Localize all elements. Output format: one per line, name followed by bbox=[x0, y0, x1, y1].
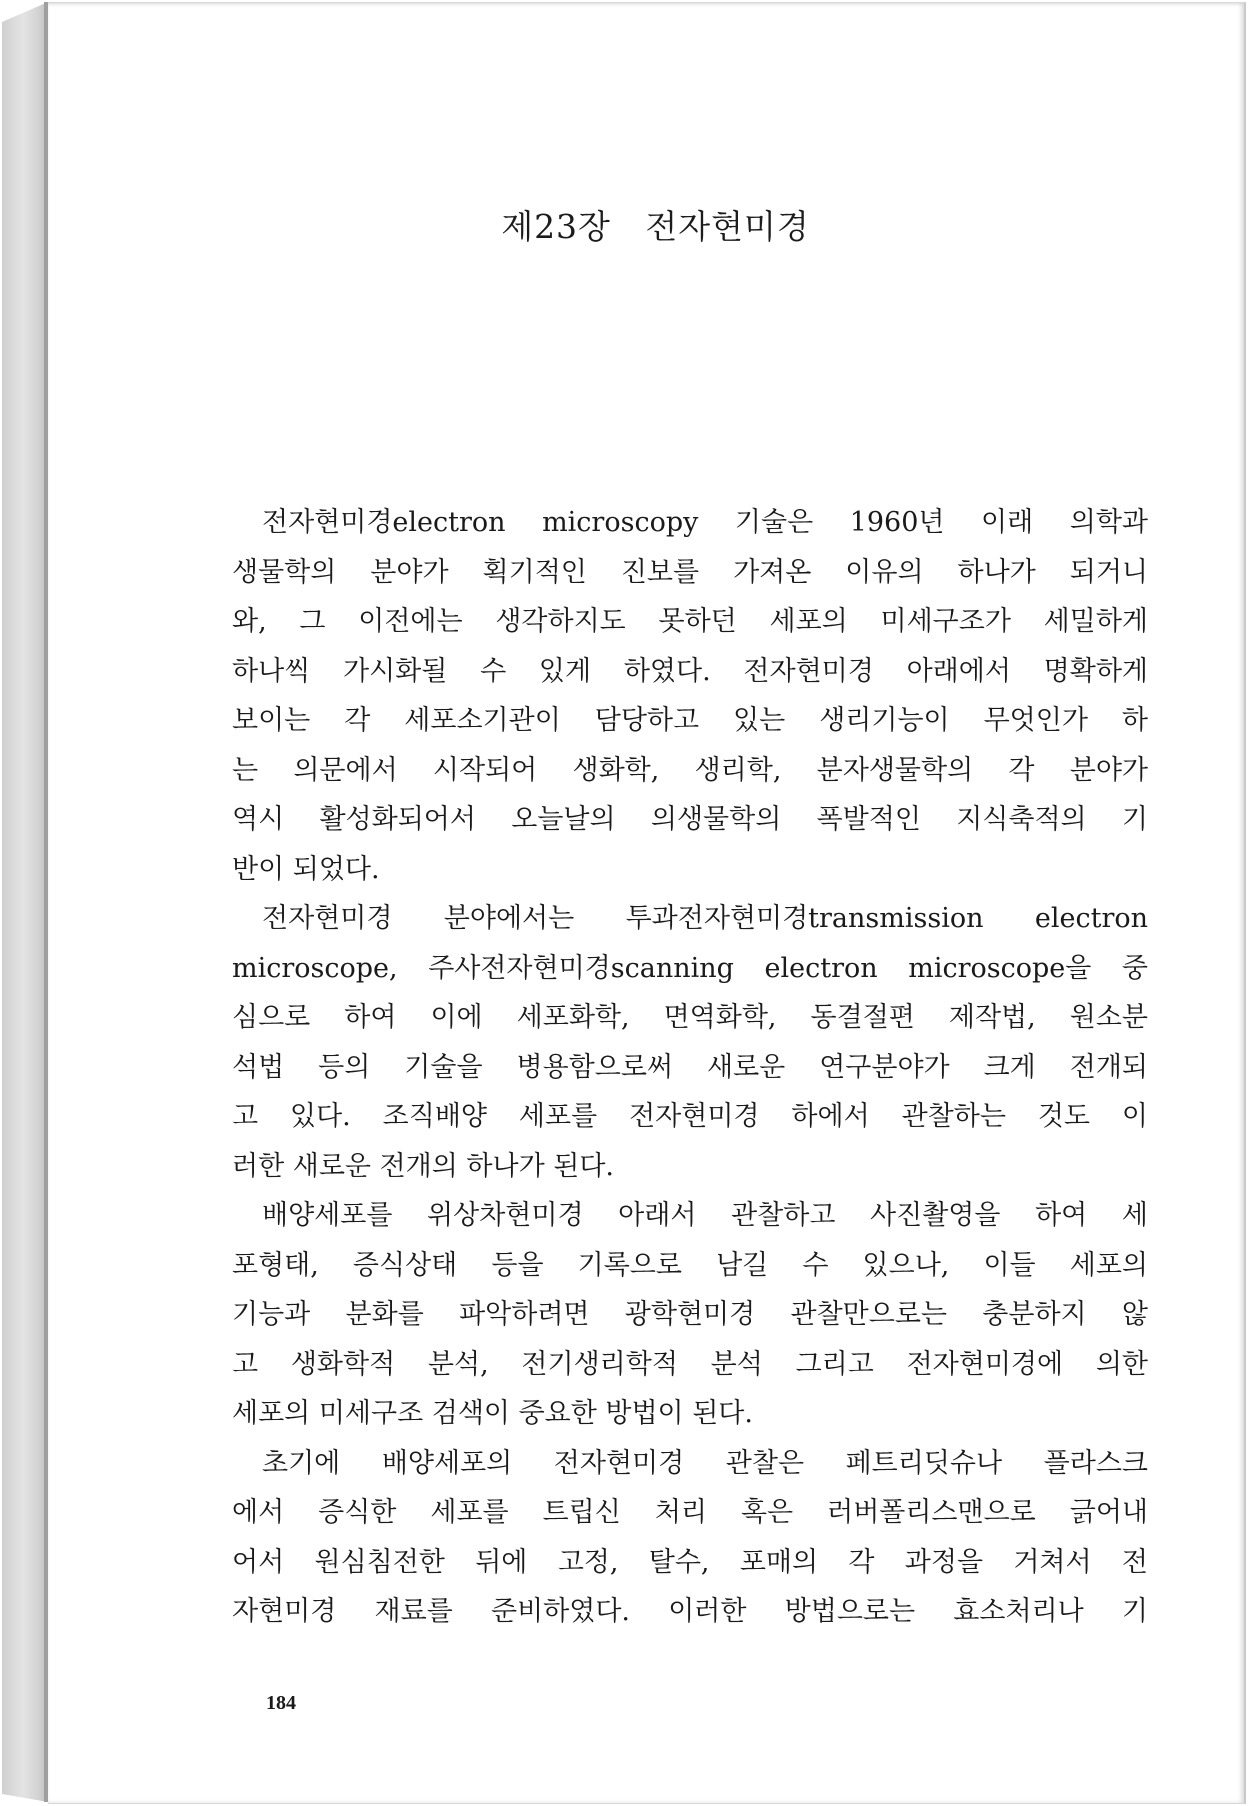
text-line: 고 있다. 조직배양 세포를 전자현미경 하에서 관찰하는 것도 이 bbox=[232, 1101, 1148, 1132]
text-line: 는 의문에서 시작되어 생화학, 생리학, 분자생물학의 각 분야가 bbox=[232, 754, 1148, 786]
text-line: 심으로 하여 이에 세포화학, 면역화학, 동결절편 제작법, 원소분 bbox=[232, 1002, 1148, 1033]
text-line: microscope, 주사전자현미경scanning electron microscope을 중 bbox=[232, 952, 1148, 984]
book-page bbox=[48, 2, 1246, 1804]
text-line: 에서 증식한 세포를 트립신 처리 혹은 러버폴리스맨으로 긁어내 bbox=[232, 1497, 1148, 1528]
text-line: 역시 활성화되어서 오늘날의 의생물학의 폭발적인 지식축적의 기 bbox=[232, 804, 1148, 835]
page-number: 184 bbox=[266, 1692, 296, 1714]
text-line: 와, 그 이전에는 생각하지도 못하던 세포의 미세구조가 세밀하게 bbox=[232, 606, 1148, 637]
book-spine bbox=[2, 2, 48, 1802]
text-line: 보이는 각 세포소기관이 담당하고 있는 생리기능이 무엇인가 하 bbox=[232, 705, 1148, 736]
text-line: 배양세포를 위상차현미경 아래서 관찰하고 사진촬영을 하여 세 bbox=[262, 1200, 1148, 1231]
text-line: 세포의 미세구조 검색이 중요한 방법이 된다. bbox=[232, 1398, 753, 1429]
body-text bbox=[232, 498, 1148, 1637]
text-line: 생물학의 분야가 획기적인 진보를 가져온 이유의 하나가 되거니 bbox=[232, 556, 1148, 588]
text-line: 러한 새로운 전개의 하나가 된다. bbox=[232, 1150, 614, 1182]
text-line: 포형태, 증식상태 등을 기록으로 남길 수 있으나, 이들 세포의 bbox=[232, 1249, 1148, 1281]
chapter-title: 제23장 전자현미경 bbox=[501, 207, 810, 246]
text-line: 전자현미경 분야에서는 투과전자현미경transmission electron bbox=[262, 903, 1148, 934]
text-line: 전자현미경electron microscopy 기술은 1960년 이래 의학과 bbox=[262, 507, 1148, 538]
text-line: 기능과 분화를 파악하려면 광학현미경 관찰만으로는 충분하지 않 bbox=[232, 1299, 1148, 1330]
text-line: 어서 원심침전한 뒤에 고정, 탈수, 포매의 각 과정을 거쳐서 전 bbox=[232, 1546, 1148, 1578]
text-line: 초기에 배양세포의 전자현미경 관찰은 페트리딧슈나 플라스크 bbox=[262, 1447, 1148, 1479]
text-line: 석법 등의 기술을 병용함으로써 새로운 연구분야가 크게 전개되 bbox=[232, 1051, 1148, 1083]
text-line: 반이 되었다. bbox=[232, 853, 380, 885]
text-line: 고 생화학적 분석, 전기생리학적 분석 그리고 전자현미경에 의한 bbox=[232, 1348, 1148, 1380]
text-line: 자현미경 재료를 준비하였다. 이러한 방법으로는 효소처리나 기 bbox=[232, 1596, 1148, 1627]
text-line: 하나씩 가시화될 수 있게 하였다. 전자현미경 아래에서 명확하게 bbox=[232, 655, 1148, 687]
